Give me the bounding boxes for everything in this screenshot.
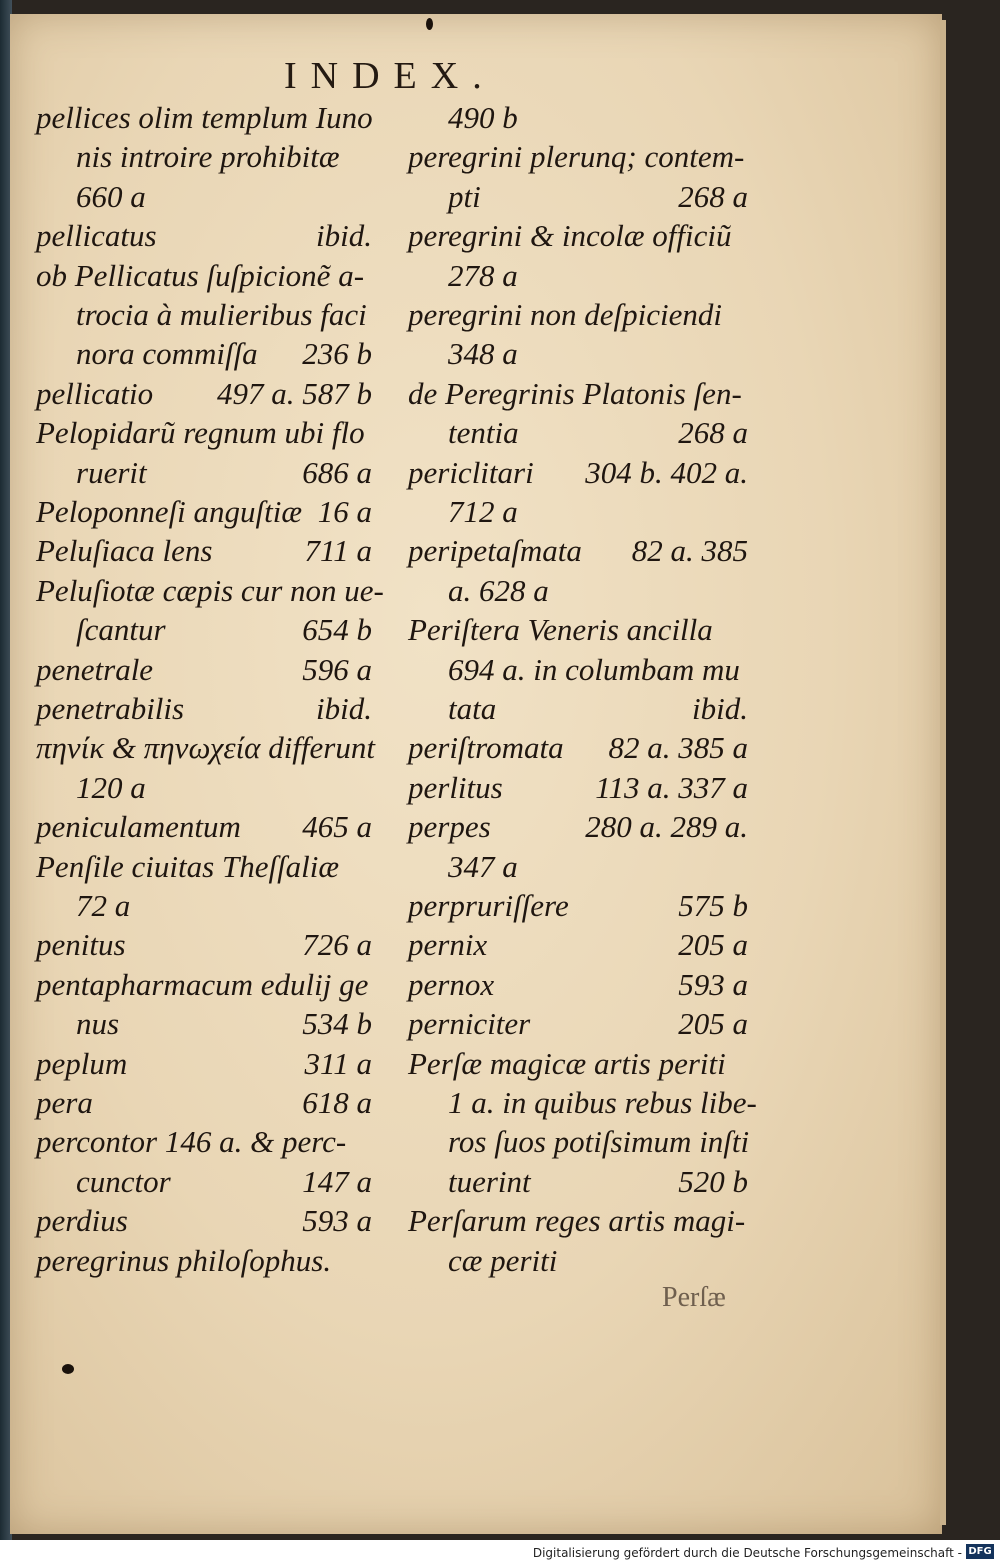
index-entry xyxy=(408,453,748,493)
index-entry xyxy=(448,177,748,217)
index-entry xyxy=(76,137,372,177)
index-entry xyxy=(448,571,748,611)
index-entry-text: pellicatus xyxy=(36,218,157,254)
index-entry-page-ref: 534 b xyxy=(302,1006,372,1042)
index-entry-page-ref: ibid. xyxy=(316,691,372,726)
index-entry xyxy=(408,886,748,926)
index-entry-page-ref: 268 a xyxy=(678,178,748,214)
index-entry xyxy=(36,965,372,1005)
index-entry xyxy=(36,650,372,690)
index-entry-text: percontor 146 a. & perc- xyxy=(36,1124,347,1160)
index-entry xyxy=(408,374,748,414)
index-entry-text: perlitus xyxy=(408,769,503,805)
index-entry-page-ref: 593 a xyxy=(302,1203,372,1239)
index-entry xyxy=(76,1162,372,1202)
index-entry-text: πηνίκ & πηνωχεία differunt xyxy=(36,730,375,766)
index-entry-text: Penſile ciuitas Theſſaliæ xyxy=(36,848,340,884)
index-entry-text: Periſtera Veneris ancilla xyxy=(408,612,713,648)
index-entry xyxy=(76,768,372,808)
dfg-logo: DFG xyxy=(966,1544,994,1559)
index-entry xyxy=(408,1201,748,1241)
index-entry xyxy=(36,1201,372,1241)
index-entry-text: pernox xyxy=(408,966,495,1002)
index-entry xyxy=(408,531,748,571)
index-entry-text: trocia à mulieribus faci xyxy=(76,297,367,332)
index-entry-page-ref: 16 a xyxy=(317,494,372,529)
index-entry xyxy=(408,768,748,808)
index-entry-page-ref: 280 a. 289 a. xyxy=(585,809,748,845)
page-title: INDEX. xyxy=(284,55,496,97)
index-entry-text: penetrale xyxy=(36,651,154,687)
index-entry xyxy=(448,413,748,453)
index-entry-page-ref: 726 a xyxy=(302,927,372,963)
index-entry xyxy=(76,295,372,335)
index-entry xyxy=(408,965,748,1005)
ink-mark xyxy=(426,18,433,30)
index-entry-text: periclitari xyxy=(408,454,534,490)
index-entry-page-ref: 596 a xyxy=(302,651,372,687)
index-entry xyxy=(76,334,372,374)
index-entry-text: tata xyxy=(448,691,497,726)
index-entry xyxy=(448,256,748,296)
index-entry-text: nis introire prohibitæ xyxy=(76,139,340,175)
index-entry-page-ref: 304 b. 402 a. xyxy=(585,454,748,490)
index-entry xyxy=(36,847,372,887)
index-entry-page-ref: 618 a xyxy=(302,1085,372,1120)
index-entry-text: 1 a. in quibus rebus libe- xyxy=(448,1085,757,1120)
index-entry-text: 660 a xyxy=(76,178,146,214)
ink-stain xyxy=(62,1364,74,1374)
index-entry xyxy=(408,295,748,335)
index-entry xyxy=(36,256,372,296)
index-entry xyxy=(448,650,748,690)
index-entry-page-ref: 205 a xyxy=(678,1006,748,1042)
index-entry-text: 712 a xyxy=(448,494,518,529)
index-entry-page-ref: ibid. xyxy=(692,691,748,726)
index-entry-text: perdius xyxy=(36,1203,128,1239)
index-entry-text: nora commiſſa xyxy=(76,336,258,372)
index-entry-text: 694 a. in columbam mu xyxy=(448,651,740,687)
index-entry xyxy=(448,1241,748,1281)
index-entry-text: pellices olim templum Iuno xyxy=(36,100,373,135)
index-entry xyxy=(76,453,372,493)
index-entry-page-ref: 236 b xyxy=(302,336,372,372)
index-entry xyxy=(76,886,372,926)
index-entry xyxy=(36,689,372,729)
index-entry-text: perniciter xyxy=(408,1006,531,1042)
footer-credit: Digitalisierung gefördert durch die Deutsche Forschungsgemeinschaft - xyxy=(532,1546,962,1560)
index-entry-text: periſtromata xyxy=(408,730,564,766)
index-entry-page-ref: 497 a. 587 b xyxy=(217,375,372,411)
index-entry-text: pernix xyxy=(408,927,488,963)
index-entry-page-ref: 82 a. 385 xyxy=(631,533,748,569)
index-entry xyxy=(36,728,375,768)
index-entry xyxy=(36,492,372,532)
index-entry xyxy=(36,374,372,414)
index-entry xyxy=(76,610,372,650)
index-entry xyxy=(36,98,372,138)
index-entry-page-ref: 593 a xyxy=(678,966,748,1002)
index-entry-page-ref: 113 a. 337 a xyxy=(595,769,748,805)
index-entry-text: cunctor xyxy=(76,1163,171,1199)
catchword: Perſæ xyxy=(662,1282,726,1313)
index-entry-text: Perſarum reges artis magi- xyxy=(408,1203,746,1239)
index-entry xyxy=(36,807,372,847)
index-entry-text: tuerint xyxy=(448,1163,531,1199)
index-entry-text: perpruriſſere xyxy=(408,888,569,923)
index-entry xyxy=(36,925,372,965)
index-entry xyxy=(408,610,748,650)
index-entry-text: ruerit xyxy=(76,454,147,490)
index-entry xyxy=(448,1083,757,1123)
index-entry xyxy=(36,531,372,571)
index-entry xyxy=(36,1044,372,1084)
index-entry xyxy=(76,177,372,217)
index-entry-page-ref: 654 b xyxy=(302,612,372,648)
index-entry-page-ref: 311 a xyxy=(304,1045,372,1081)
index-entry xyxy=(448,1122,748,1162)
index-entry-page-ref: 686 a xyxy=(302,454,372,490)
index-entry xyxy=(448,98,748,138)
index-entry xyxy=(36,571,384,611)
index-entry-text: pellicatio xyxy=(36,375,154,411)
index-entry xyxy=(76,1004,372,1044)
index-entry xyxy=(448,847,748,887)
index-entry-text: ſcantur xyxy=(76,612,166,648)
index-entry xyxy=(448,334,748,374)
index-entry xyxy=(448,1162,748,1202)
index-entry-text: ros ſuos potiſsimum inſti xyxy=(448,1124,750,1160)
index-entry-text: Peluſiaca lens xyxy=(36,533,213,569)
index-entry-text: 120 a xyxy=(76,769,146,805)
index-entry-text: 72 a xyxy=(76,888,131,923)
index-entry-text: penetrabilis xyxy=(36,691,185,726)
index-entry xyxy=(36,216,372,256)
index-entry-text: 490 b xyxy=(448,100,518,135)
index-entry-text: ob Pellicatus ſuſpicionẽ a- xyxy=(36,257,365,293)
index-entry xyxy=(408,1004,748,1044)
index-entry xyxy=(408,807,748,847)
index-entry-text: peregrini plerunq; contem- xyxy=(408,139,745,175)
index-entry xyxy=(36,1241,372,1281)
index-entry-text: pti xyxy=(448,178,481,214)
index-entry-text: penitus xyxy=(36,927,126,963)
index-entry-text: peplum xyxy=(36,1045,128,1081)
index-entry-text: peregrini non deſpiciendi xyxy=(408,297,722,332)
index-entry-page-ref: 82 a. 385 a xyxy=(608,730,748,766)
index-entry-text: peripetaſmata xyxy=(408,533,582,569)
index-entry-text: pera xyxy=(36,1085,93,1120)
index-entry-text: 347 a xyxy=(448,848,518,884)
index-entry-text: de Peregrinis Platonis ſen- xyxy=(408,375,742,411)
page-edge xyxy=(940,20,946,1525)
index-entry xyxy=(36,1122,372,1162)
index-entry-text: peregrini & incolæ officiũ xyxy=(408,218,732,254)
index-entry-text: tentia xyxy=(448,415,519,451)
index-entry-text: pentapharmacum edulij ge xyxy=(36,966,369,1002)
index-entry-text: nus xyxy=(76,1006,120,1042)
index-entry xyxy=(408,216,748,256)
index-entry-page-ref: 520 b xyxy=(678,1163,748,1199)
index-entry-text: Pelopidarũ regnum ubi flo xyxy=(36,415,365,451)
index-entry-page-ref: 268 a xyxy=(678,415,748,451)
index-entry xyxy=(408,925,748,965)
index-entry xyxy=(408,1044,748,1084)
index-entry-text: 278 a xyxy=(448,257,518,293)
index-entry-text: peniculamentum xyxy=(36,809,241,845)
index-entry xyxy=(36,413,372,453)
index-entry xyxy=(408,728,748,768)
index-entry-page-ref: 147 a xyxy=(302,1163,372,1199)
index-entry-text: peregrinus philoſophus. xyxy=(36,1242,332,1278)
index-entry-text: a. 628 a xyxy=(448,572,549,608)
index-entry-page-ref: 465 a xyxy=(302,809,372,845)
index-entry-text: Peluſiotæ cæpis cur non ue- xyxy=(36,572,384,608)
index-entry-page-ref: 575 b xyxy=(678,888,748,923)
index-entry xyxy=(448,492,748,532)
index-entry xyxy=(36,1083,372,1123)
index-entry-page-ref: ibid. xyxy=(316,218,372,254)
index-entry-text: Peloponneſi anguſtiæ xyxy=(36,494,303,529)
index-entry-text: perpes xyxy=(408,809,491,845)
index-entry-text: Perſæ magicæ artis periti xyxy=(408,1045,726,1081)
index-entry-text: 348 a xyxy=(448,336,518,372)
index-entry-page-ref: 711 a xyxy=(304,533,372,569)
index-entry xyxy=(408,137,748,177)
index-entry-text: cæ periti xyxy=(448,1242,558,1278)
index-entry xyxy=(448,689,748,729)
index-entry-page-ref: 205 a xyxy=(678,927,748,963)
